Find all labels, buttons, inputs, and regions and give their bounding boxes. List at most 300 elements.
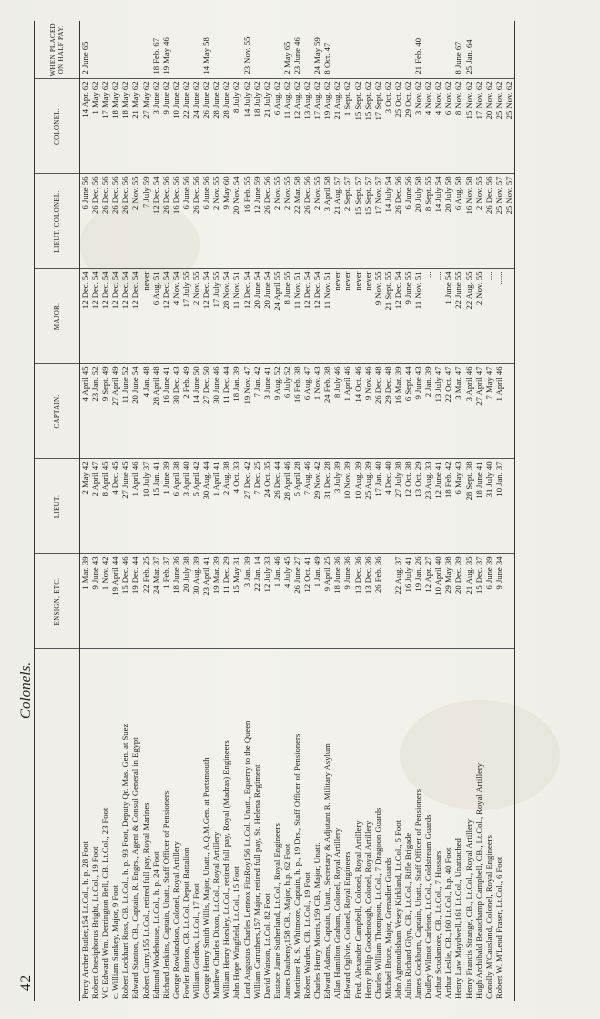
table-row [120,21,130,1001]
date-ensign: 11 Dec. 29 [221,554,231,649]
table-row [282,21,292,1001]
date-captain: 27 April 49 [110,364,120,459]
date-colonel: 17 Nov. 62 [474,79,484,174]
officer-name: Conolly M'Causland, Colonel, Royal Engineers [483,835,494,999]
date-colonel: 26 June 62 [201,79,211,174]
date-ensign: 19 Jan. 26 [413,554,423,649]
date-lt-col: 25 Nov. 57 [504,174,515,269]
date-ensign: 15 Dec. 37 [474,554,484,649]
officer-name: William Gordon, Lt.Col., 17 Foot [191,883,202,999]
table-row [433,21,443,1001]
date-major: 12 Dec. 54 [80,269,91,364]
officer-name: Allan Hamilton Graham, Colonel, Royal Artillery [332,827,343,999]
officer-name: Robert W. M'Leod Fraser, Lt.Col., 6 Foot [493,856,504,999]
officer-name: Robert Warden, CB. Lt.Col., 19 Foot [302,871,313,999]
date-ensign: 16 July 41 [403,554,413,649]
table-row [393,21,403,1001]
date-major: 2 Nov. 55 [191,269,201,364]
date-half-pay: 14 May 58 [201,21,211,79]
table-row [443,21,453,1001]
table-row [504,21,515,1001]
date-ensign: 9 June 36 [342,554,352,649]
date-lieut: 27 July 38 [393,459,403,554]
date-captain [504,364,515,459]
table-row [413,21,423,1001]
table-row [332,21,342,1001]
date-captain: 1 April 46 [494,364,504,459]
officer-name: James Cockburn, Captain, Unatt., Staff Officer of Pensioners [413,789,424,999]
date-lt-col: 22 Mar. 58 [292,174,302,269]
table-row [191,21,201,1001]
table-row [110,21,120,1001]
officer-name: Julius Richard Glyn, CB., Lt.Col., Rifle Brigade [403,832,413,999]
date-half-pay: 21 Feb. 40 [413,21,423,79]
date-major: 12 Dec. 54 [110,269,120,364]
date-ensign: 22 Feb. 25 [141,554,151,649]
date-major: 11 Nov. 51 [231,269,241,364]
date-lieut: 31 July 40 [484,459,494,554]
date-captain: 22 Oct. 47 [443,364,453,459]
officer-name: Henry Law Maydwell,161 Lt.Col., Unattached [453,838,464,999]
table-row [181,21,191,1001]
table-row [141,21,151,1001]
date-lt-col: 6 June 56 [181,174,191,269]
header-colonel: COLONEL. [35,79,80,174]
date-half-pay [120,21,130,79]
date-colonel: 4 Nov. 62 [423,79,433,174]
date-lieut: 3 July 39 [332,459,342,554]
header-ensign: ENSIGN, ETC. [35,554,80,649]
table-row [80,21,91,1001]
officer-name: Hugh Archibald Beauchamp Campbell, CB., Lt.Col., Royal Artillery [473,762,484,999]
date-lieut: 2 April 47 [90,459,100,554]
date-captain: 27 April 47 [474,364,484,459]
officer-name: Eustace Jame Sutherland, Lt.Col., Royal Engineers [271,823,282,999]
date-half-pay [262,21,272,79]
table-row [100,21,110,1001]
date-captain: 16 Mar. 39 [393,364,403,459]
date-half-pay: 18 Feb. 67 [151,21,161,79]
date-lt-col: 26 Dec. 56 [262,174,272,269]
date-colonel: 18 May 62 [110,79,120,174]
date-half-pay [191,21,201,79]
table-row [312,21,322,1001]
date-half-pay [443,21,453,79]
date-half-pay [221,21,231,79]
date-lt-col: 12 Dec. 54 [151,174,161,269]
date-captain: 6 Sept. 44 [403,364,413,459]
date-half-pay [332,21,342,79]
date-ensign: 15 May 31 [231,554,241,649]
date-ensign: 10 April 40 [433,554,443,649]
date-captain: 6 Aug. 47 [302,364,312,459]
date-ensign: 6 June 39 [484,554,494,649]
date-major: 12 Dec. 54 [100,269,110,364]
date-lieut: 10 July 37 [141,459,151,554]
date-lieut: 1 June 39 [161,459,171,554]
date-colonel: 21 Aug. 62 [332,79,342,174]
header-name [35,649,80,1001]
date-major: 2 Nov. 55 [474,269,484,364]
date-captain: 23 Jan. 52 [90,364,100,459]
officer-name: c. William Sankey, Major, 9 Foot [110,884,121,999]
date-captain: 14 Oct. 46 [353,364,363,459]
officer-name: John Hope Wingfield, Lt.Col., 15 Foot [231,866,242,999]
date-captain: 13 July 47 [433,364,443,459]
table-row [171,21,181,1001]
table-row [242,21,252,1001]
date-captain: 19 Nov. 47 [242,364,252,459]
officer-name: Edward Stanton, CB., Captain, R. Engrs., Agent & Consul General in Egypt [130,737,141,999]
date-colonel: 12 Aug. 62 [292,79,302,174]
date-major: 12 Dec. 54 [201,269,211,364]
date-lt-col: 26 Dec. 56 [110,174,120,269]
date-colonel: 14 Apr. 62 [80,79,91,174]
date-lt-col: 26 Dec. 56 [100,174,110,269]
date-major: 17 July 55 [211,269,221,364]
date-lt-col: 26 Dec. 56 [161,174,171,269]
date-colonel: 28 June 62 [211,79,221,174]
officer-name: William Henry Horsley, Lt.Col., retired full pay, Royal (Madras) Engineers [221,740,232,999]
date-lieut: 28 April 46 [282,459,292,554]
date-major: ... [423,269,433,364]
date-major: never [141,269,151,364]
date-captain: 2 Jan. 39 [423,364,433,459]
date-major: never [353,269,363,364]
date-ensign [504,554,515,649]
table-row [363,21,373,1001]
header-major: MAJOR. [35,269,80,364]
date-half-pay: 2 May 65 [282,21,292,79]
table-row [201,21,211,1001]
date-colonel: 6 Nov. 62 [443,79,453,174]
date-colonel: 14 July 62 [242,79,252,174]
date-half-pay [302,21,312,79]
date-captain: 2 Feb. 49 [181,364,191,459]
date-lieut: 28 Sept. 38 [464,459,474,554]
date-lt-col: 12 June 59 [252,174,262,269]
date-lieut: 10 Nov. 39 [342,459,352,554]
date-ensign: 1 Jan. 46 [272,554,282,649]
header-captain: CAPTAIN. [35,364,80,459]
date-colonel: 18 July 62 [252,79,262,174]
date-ensign: 21 Aug. 35 [464,554,474,649]
date-half-pay [130,21,140,79]
date-captain: 7 Jan. 42 [252,364,262,459]
date-colonel: 22 June 62 [181,79,191,174]
date-major: 12 Dec. 54 [120,269,130,364]
date-ensign: 19 Mar. 39 [211,554,221,649]
date-half-pay: 25 Jan. 64 [464,21,474,79]
date-lieut: 27 Dec. 42 [242,459,252,554]
date-colonel: 11 Aug. 62 [282,79,292,174]
date-lt-col: 17 Nov. 57 [373,174,383,269]
table-row [161,21,171,1001]
table-row [302,21,312,1001]
date-major: 12 Dec. 54 [130,269,140,364]
table-row [221,21,231,1001]
date-lt-col: 16 Feb. 55 [242,174,252,269]
table-row [130,21,140,1001]
date-lieut: 18 June 41 [474,459,484,554]
date-major: never [332,269,342,364]
date-major: 12 Dec. 54 [393,269,403,364]
date-half-pay [181,21,191,79]
date-lieut: 5 April 28 [292,459,302,554]
date-colonel: 24 June 62 [191,79,201,174]
officer-name [504,649,515,1001]
date-lieut: 2 May 42 [80,459,91,554]
date-ensign: 1 Nov. 42 [100,554,110,649]
table-row [474,21,484,1001]
date-major: 28 Nov. 54 [221,269,231,364]
date-lieut [504,459,515,554]
date-captain: 27 Dec. 50 [201,364,211,459]
date-lieut: 29 Nov. 42 [312,459,322,554]
date-lieut: 2 Aug. 38 [221,459,231,554]
date-lieut: 6 May 43 [453,459,463,554]
date-colonel: 29 Oct. 62 [403,79,413,174]
date-half-pay [211,21,221,79]
table-header [35,21,80,1001]
date-major: 4 Nov. 54 [171,269,181,364]
date-ensign: 19 April 44 [110,554,120,649]
date-captain: 9 Aug. 52 [272,364,282,459]
date-lt-col: 14 July 54 [383,174,393,269]
date-major: 21 Sept. 55 [383,269,393,364]
table-row [423,21,433,1001]
date-lieut: 7 Dec. 25 [252,459,262,554]
date-colonel: 15 Nov. 62 [464,79,474,174]
date-lt-col: 26 Dec. 56 [120,174,130,269]
date-lieut: 1 April 41 [211,459,221,554]
date-lt-col: 20 July 58 [413,174,423,269]
date-ensign: 13 Dec. 36 [363,554,373,649]
date-lieut: 27 June 45 [120,459,130,554]
officer-name: VC Edward Wm. Derrington Bell, CB. Lt.Col., 23 Foot [100,807,111,999]
date-lt-col: 2 Nov. 55 [130,174,140,269]
date-ensign: 18 June 36 [332,554,342,649]
date-lieut: 12 June 41 [433,459,443,554]
date-captain: 9 June 43 [413,364,423,459]
table-row [292,21,302,1001]
colonels-table [34,21,515,1001]
date-captain: 8 July 46 [332,364,342,459]
date-ensign: 13 Dec. 36 [353,554,363,649]
officer-name: Edward Ogilvie, Colonel, Royal Engineers [342,851,353,999]
date-lt-col: 2 Nov. 55 [272,174,282,269]
date-colonel: 18 May 62 [120,79,130,174]
date-captain: 7 May 47 [484,364,494,459]
officer-name: Edmund Wodehouse, Lt.Col., h. p. 24 Foot [150,851,161,999]
officer-name: Robert Onesiphorus Bright, Lt.Col., 19 Foot [90,846,101,999]
date-ensign: 20 July 38 [181,554,191,649]
date-captain: 1 April 46 [342,364,352,459]
date-major: 6 Aug. 51 [151,269,161,364]
date-ensign: 22 Jan. 14 [252,554,262,649]
officer-name: Dudley Wilmot Carleton, Lt.Col., Coldstream Guards [423,814,434,999]
date-colonel: 27 May 62 [141,79,151,174]
colonels-table-wrap [34,21,589,1001]
date-lieut: 1 April 46 [130,459,140,554]
officer-name: Matthew Charles Dixon, Lt.Col., Royal Artillery [211,831,222,999]
date-half-pay [383,21,393,79]
date-major: 8 June 55 [282,269,292,364]
date-half-pay [342,21,352,79]
officer-name: Henry Philip Goodenough, Colonel, Royal Artillery [362,820,373,999]
date-half-pay [171,21,181,79]
date-lieut: 6 April 38 [171,459,181,554]
date-ensign: 9 June 43 [90,554,100,649]
date-colonel: 21 May 62 [130,79,140,174]
date-major: 1 June 54 [443,269,453,364]
date-lieut: 4 Dec. 40 [383,459,393,554]
date-ensign: 9 April 25 [322,554,332,649]
date-half-pay: 19 May 46 [161,21,171,79]
date-ensign: 26 June 27 [292,554,302,649]
date-ensign: 26 Feb. 36 [373,554,383,649]
date-lieut: 17 Jan. 40 [373,459,383,554]
date-lieut: 18 Feb. 42 [443,459,453,554]
date-lt-col: 16 Dec. 56 [171,174,181,269]
date-captain: 4 April 45 [80,364,91,459]
date-colonel: 25 Nov. 62 [504,79,515,174]
table-row [383,21,393,1001]
date-colonel: 25 Oct. 62 [393,79,403,174]
date-lt-col: 2 Nov. 55 [282,174,292,269]
officer-name: Charles Henry Morris,159 CB., Major, Unatt. [312,842,323,999]
date-lieut: 25 Aug. 39 [363,459,373,554]
date-lt-col: 9 May 60 [221,174,231,269]
date-colonel: 17 Aug. 62 [312,79,322,174]
table-body [80,21,515,1001]
date-half-pay [272,21,282,79]
header-lieut: LIEUT. [35,459,80,554]
date-colonel: 8 July 62 [231,79,241,174]
date-half-pay [423,21,433,79]
officer-name: Robert Lockhart Ross, CB. Lt.Col., h. p. 93 Foot, Deputy Qr. Mas. Gen. at Suez [120,723,131,999]
table-row [403,21,413,1001]
date-lieut: 7 Aug. 46 [302,459,312,554]
table-row [342,21,352,1001]
date-lt-col: 2 Sept. 57 [342,174,352,269]
date-lieut: 13 Oct. 29 [413,459,423,554]
date-major: never [342,269,352,364]
date-ensign: 24 Mar. 37 [151,554,161,649]
table-row [262,21,272,1001]
section-title: Colonels. [18,661,34,719]
date-lt-col: 14 July 54 [433,174,443,269]
date-colonel: 15 Sept. 62 [353,79,363,174]
date-major: .... [433,269,443,364]
date-lt-col: 20 July 58 [443,174,453,269]
date-captain: 9 Sept. 49 [100,364,110,459]
officer-name: Mortimer R. S. Whitmore, Captain, h. p., 19 Drs., Staff Officer of Pensioners [291,733,302,999]
date-colonel: 15 Sept. 62 [363,79,373,174]
date-ensign: 3 Jan. 39 [242,554,252,649]
date-lt-col: 26 Dec. 56 [191,174,201,269]
date-lt-col: 2 Nov. 55 [312,174,322,269]
page-number: 42 [18,974,34,991]
date-colonel: 8 Nov. 62 [453,79,463,174]
date-ensign: 9 June 34 [494,554,504,649]
date-lt-col: 6 June 56 [403,174,413,269]
date-ensign: 1 Mar. 39 [80,554,91,649]
date-lt-col: 26 Dec. 56 [90,174,100,269]
date-captain: 11 June 52 [120,364,130,459]
date-major: 9 June 55 [403,269,413,364]
date-ensign: 12 July 33 [262,554,272,649]
officer-name: David Watson, Lt.Col. 82 Foot [261,893,272,999]
date-lt-col: 26 Dec. 56 [302,174,312,269]
date-colonel: 3 Nov. 62 [413,79,423,174]
date-half-pay [353,21,363,79]
date-ensign: 20 Dec. 39 [453,554,463,649]
date-half-pay [252,21,262,79]
officer-name: Michael Bruce, Major, Grenadier Guards [382,857,393,999]
date-lt-col: 20 Nov. 54 [231,174,241,269]
date-ensign: 19 Dec. 44 [130,554,140,649]
date-lt-col: 6 June 56 [201,174,211,269]
date-major: 11 Nov. 51 [413,269,423,364]
date-colonel: 19 Aug. 62 [322,79,332,174]
date-lt-col: 6 Aug. 58 [453,174,463,269]
date-colonel: 1 Sept. 62 [342,79,352,174]
date-lt-col: 16 Nov. 58 [464,174,474,269]
table-row [211,21,221,1001]
date-lt-col: 25 Nov. 57 [494,174,504,269]
date-colonel: 20 Nov. 62 [484,79,494,174]
date-ensign: 30 Aug. 39 [191,554,201,649]
officer-name: Arthur Leslie, CB.,160 Lt.Col., h.p. 40 Foot [443,847,454,999]
date-captain: 16 Feb. 38 [292,364,302,459]
date-lt-col: 26 Dec. 56 [393,174,403,269]
date-half-pay [141,21,151,79]
date-major: never [363,269,373,364]
date-major: .... [484,269,494,364]
officer-name: George Henry Smith Willis, Major, Unatt., A.Q.M.Gen. at Portsmouth [201,757,212,999]
date-major: 12 Dec. 54 [90,269,100,364]
date-ensign: 1 Jan. 49 [312,554,322,649]
date-lt-col: 21 Aug. 57 [332,174,342,269]
date-half-pay [504,21,515,79]
date-colonel: 25 Nov. 62 [494,79,504,174]
date-captain: 1 Nov. 43 [312,364,322,459]
date-lieut: 15 Jan. 41 [151,459,161,554]
date-lieut: 10 Jan. 37 [494,459,504,554]
date-major: 9 Nov. 55 [373,269,383,364]
date-half-pay [373,21,383,79]
date-captain: 26 Dec. 48 [373,364,383,459]
date-captain: 28 April 48 [151,364,161,459]
date-major: 24 April 55 [272,269,282,364]
table-row [90,21,100,1001]
date-colonel: 28 June 62 [221,79,231,174]
date-lieut: 30 Aug. 44 [201,459,211,554]
date-ensign: 12 Oct. 41 [302,554,312,649]
date-colonel: 6 Aug. 62 [272,79,282,174]
date-lieut: 24 Oct. 35 [262,459,272,554]
date-half-pay [100,21,110,79]
date-ensign: 22 Aug. 37 [393,554,403,649]
table-row [272,21,282,1001]
date-captain: 24 Feb. 38 [322,364,332,459]
date-captain: 3 June 41 [262,364,272,459]
officer-name: James Daubeny,158 CB., Major, h.p. 62 Foot [281,843,292,999]
date-major: 12 Dec. 54 [302,269,312,364]
date-lt-col: 2 Nov. 55 [474,174,484,269]
date-lt-col: 26 Dec. 56 [484,174,494,269]
